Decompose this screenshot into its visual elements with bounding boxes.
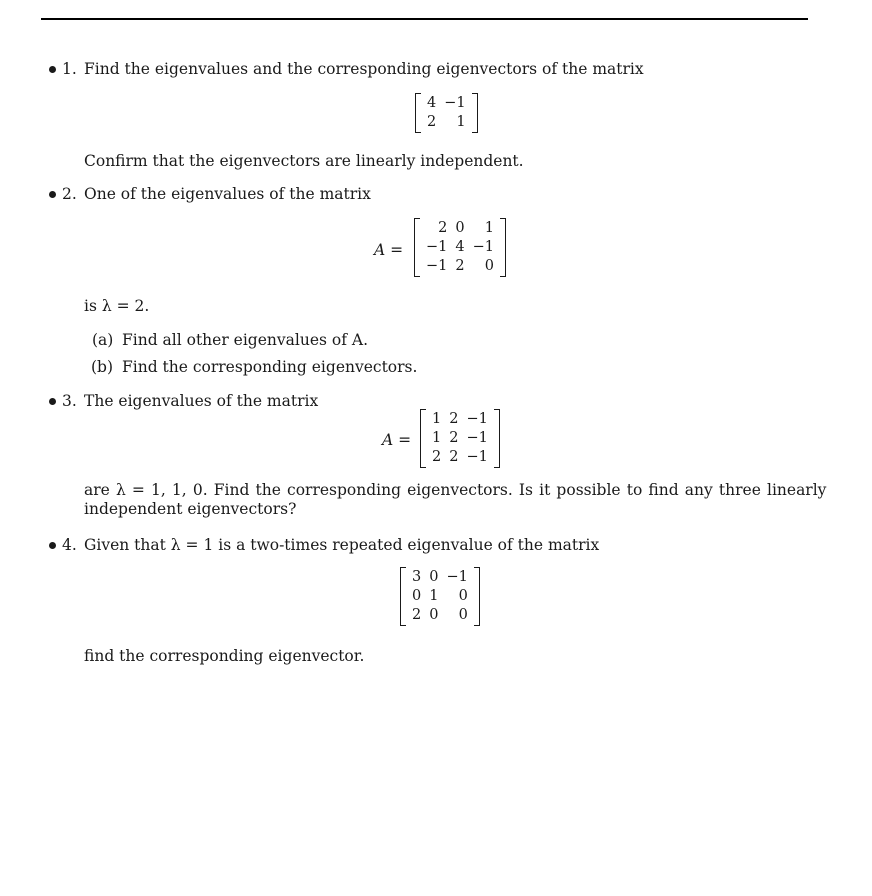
matrix-cell: 0 (484, 258, 494, 274)
bullet (49, 191, 56, 198)
matrix-cell: 2 (438, 220, 448, 236)
top-rule (41, 18, 808, 20)
matrix-cell: 1 (429, 588, 439, 604)
problem-text: Given that λ = 1 is a two-times repeated eigenvalue of the matrix (84, 536, 600, 554)
matrix-cell: 2 (449, 449, 459, 465)
problem-number: 3. (62, 392, 77, 410)
matrix-cell: −1 (466, 430, 488, 446)
matrix-cell: −1 (444, 95, 466, 111)
matrix-cell: 2 (427, 114, 437, 130)
matrix-cell: 0 (412, 588, 422, 604)
matrix-cell: 0 (429, 607, 439, 623)
matrix-cell: 0 (429, 569, 439, 585)
problem-text: One of the eigenvalues of the matrix (84, 185, 371, 203)
matrix-cell: 0 (455, 220, 465, 236)
matrix-cell: −1 (426, 239, 448, 255)
problem-followup: is λ = 2. (84, 297, 150, 315)
matrix-cell: 4 (427, 95, 437, 111)
problem-followup: find the corresponding eigenvector. (84, 647, 365, 665)
part-label: (b) (91, 358, 114, 376)
problem-text: The eigenvalues of the matrix (84, 392, 319, 410)
bullet (49, 66, 56, 73)
matrix-1 (415, 93, 478, 133)
matrix-cell: −1 (466, 411, 488, 427)
part-label: (a) (92, 331, 114, 349)
matrix-cell: 3 (412, 569, 422, 585)
matrix-cell: 1 (484, 220, 494, 236)
matrix-cell: 0 (458, 607, 468, 623)
matrix-cell: 1 (456, 114, 466, 130)
bullet (49, 398, 56, 405)
problem-number: 2. (62, 185, 77, 203)
matrix-cell: 2 (449, 430, 459, 446)
matrix-2 (414, 218, 506, 277)
problem-followup: are λ = 1, 1, 0. Find the corresponding eigenvectors. Is it possible to find any three linearly (84, 481, 827, 499)
matrix-label: A = (374, 241, 404, 259)
matrix-cell: 2 (412, 607, 422, 623)
matrix-cell: −1 (466, 449, 488, 465)
matrix-cell: 2 (455, 258, 465, 274)
part-text: Find all other eigenvalues of A. (122, 331, 368, 349)
matrix-cell: −1 (472, 239, 494, 255)
matrix-label: A = (382, 431, 412, 449)
matrix-3 (420, 409, 500, 468)
matrix-cell: 2 (432, 449, 442, 465)
problem-number: 1. (62, 60, 77, 78)
problem-followup: Confirm that the eigenvectors are linearly independent. (84, 152, 524, 170)
matrix-cell: 0 (458, 588, 468, 604)
matrix-cell: 4 (455, 239, 465, 255)
matrix-cell: 2 (449, 411, 459, 427)
matrix-cell: −1 (426, 258, 448, 274)
matrix-cell: −1 (446, 569, 468, 585)
matrix-4 (400, 567, 480, 626)
problem-followup: independent eigenvectors? (84, 500, 297, 518)
problem-number: 4. (62, 536, 77, 554)
problem-text: Find the eigenvalues and the corresponding eigenvectors of the matrix (84, 60, 644, 78)
part-text: Find the corresponding eigenvectors. (122, 358, 418, 376)
matrix-cell: 1 (432, 411, 442, 427)
bullet (49, 542, 56, 549)
matrix-cell: 1 (432, 430, 442, 446)
